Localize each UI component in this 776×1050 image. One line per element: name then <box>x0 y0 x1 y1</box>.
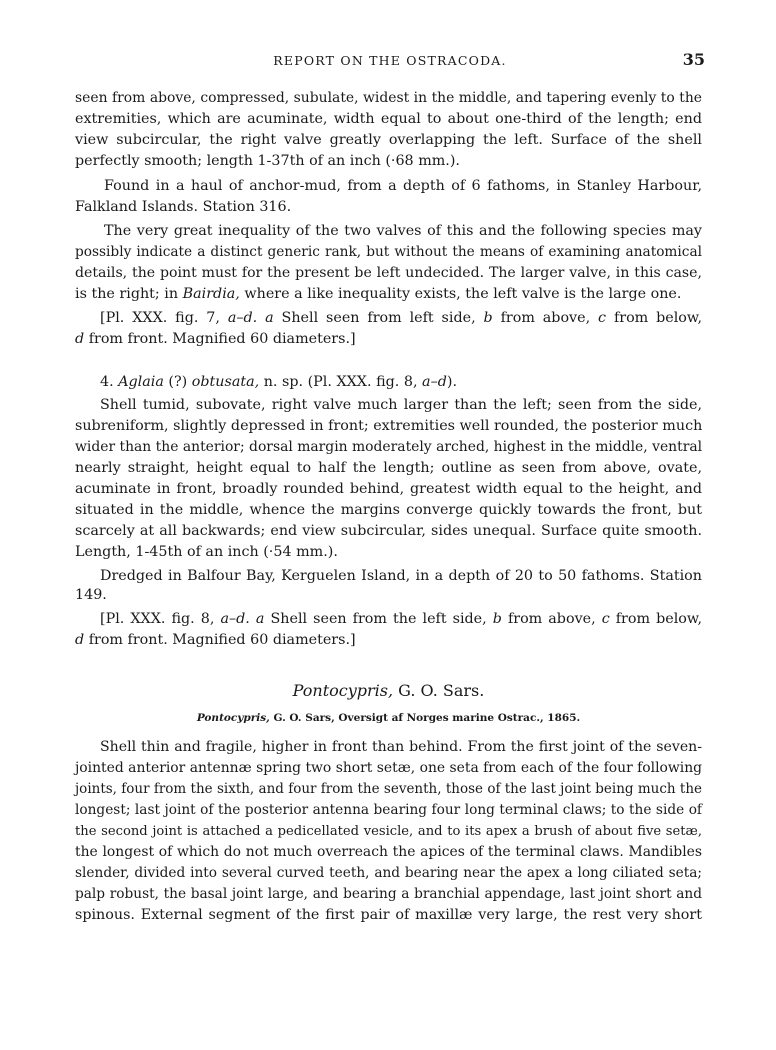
text-line: possibly indicate a distinct generic rank, but without the means of examining anatomical <box>75 244 702 260</box>
plate-reference: d from front. Magnified 60 diameters.] <box>75 632 356 648</box>
species-heading: 4. Aglaia (?) obtusata, n. sp. (Pl. XXX. fig. 8, a–d). <box>100 374 457 390</box>
text-line: Found in a haul of anchor-mud, from a depth of 6 fathoms, in Stanley Harbour, <box>104 178 702 194</box>
text-line: jointed anterior antennæ spring two short setæ, one seta from each of the four following <box>75 760 703 776</box>
text-line: scarcely at all backwards; end view subcircular, sides unequal. Surface quite smooth. <box>75 523 702 539</box>
text-line: 149. <box>75 587 107 603</box>
plate-reference: d from front. Magnified 60 diameters.] <box>75 331 356 347</box>
text-line: Length, 1-45th of an inch (·54 mm.). <box>75 544 338 560</box>
text-line: The very great inequality of the two valves of this and the following species may <box>104 223 702 239</box>
text-line: Shell thin and fragile, higher in front than behind. From the first joint of the seven- <box>100 739 702 755</box>
text-line: Falkland Islands. Station 316. <box>75 199 292 215</box>
text-line: situated in the middle, whence the margins converge quickly towards the front, but <box>75 502 702 518</box>
text-line: longest; last joint of the posterior antenna bearing four long terminal claws; to the side of <box>75 802 702 818</box>
text-line: Dredged in Balfour Bay, Kerguelen Island, in a depth of 20 to 50 fathoms. Station <box>100 568 702 584</box>
text-line: is the right; in Bairdia, where a like inequality exists, the left valve is the large one. <box>75 286 682 302</box>
genus-synonymy: Pontocypris, G. O. Sars, Oversigt af Norges marine Ostrac., 1865. <box>196 712 581 724</box>
text-line: Shell tumid, subovate, right valve much larger than the left; seen from the side, <box>100 397 702 413</box>
text-line: palp robust, the basal joint large, and bearing a branchial appendage, last joint short and <box>75 886 702 902</box>
text-line: nearly straight, height equal to half the length; outline as seen from above, ovate, <box>75 460 702 476</box>
text-line: subreniform, slightly depressed in front; extremities well rounded, the posterior much <box>75 418 703 434</box>
text-line: slender, divided into several curved teeth, and bearing near the apex a long ciliated seta; <box>75 865 702 881</box>
genus-title: Pontocypris, G. O. Sars. <box>292 681 485 700</box>
text-line: seen from above, compressed, subulate, widest in the middle, and tapering evenly to the <box>75 90 702 106</box>
text-line: perfectly smooth; length 1-37th of an inch (·68 mm.). <box>75 153 460 169</box>
text-line: the second joint is attached a pedicellated vesicle, and to its apex a brush of about five setæ, <box>75 824 702 839</box>
plate-reference: [Pl. XXX. fig. 7, a–d. a Shell seen from left side, b from above, c from below, <box>100 310 703 326</box>
text-line: details, the point must for the present be left undecided. The larger valve, in this case, <box>75 265 702 281</box>
text-line: view subcircular, the right valve greatly overlapping the left. Surface of the shell <box>75 132 702 148</box>
text-line: spinous. External segment of the first pair of maxillæ very large, the rest very short <box>75 907 702 923</box>
text-line: joints, four from the sixth, and four from the seventh, those of the last joint being much the <box>75 781 702 797</box>
plate-reference: [Pl. XXX. fig. 8, a–d. a Shell seen from the left side, b from above, c from below, <box>100 611 702 627</box>
text-line: the longest of which do not much overreach the apices of the terminal claws. Mandibles <box>75 844 702 860</box>
text-line: extremities, which are acuminate, width equal to about one-third of the length; end <box>75 111 702 127</box>
running-title: REPORT ON THE OSTRACODA. <box>273 53 507 68</box>
text-line: acuminate in front, broadly rounded behind, greatest width equal to the height, and <box>75 481 702 497</box>
text-line: wider than the anterior; dorsal margin moderately arched, highest in the middle, ventral <box>75 439 703 455</box>
page-number: 35 <box>682 50 705 69</box>
page-header <box>75 48 705 72</box>
